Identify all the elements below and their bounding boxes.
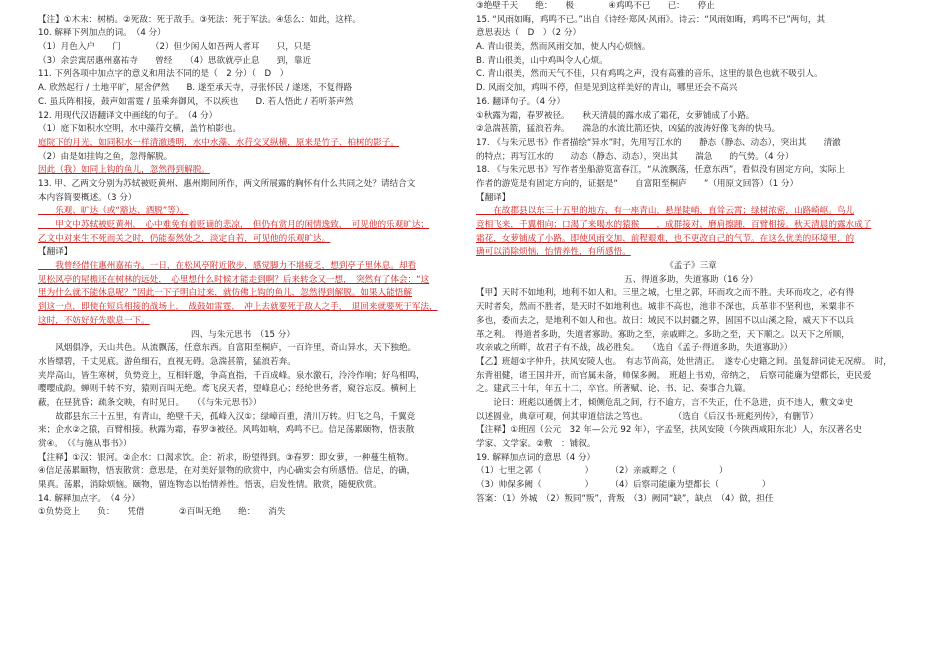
left-text-line: 来；企水②之猿，百臂相接。秋露为霜，春罗③被径。风鸣如响，鸡鸣不已。信足荡累颐物，悟衷散 (38, 425, 415, 436)
right-text-line: 意思表达（ D ）（2 分） (476, 28, 582, 39)
left-text-line: （1）庭下如积水空明，水中藻荇交横，盖竹柏影也。 (38, 124, 242, 135)
right-text-line: 攻亲戚之所畔，故君子有不战，战必胜矣。 （选自《孟子·得道多助，失道寡助》） (476, 343, 793, 354)
left-text-line (38, 0, 448, 14)
left-text-line: 甲文中苏轼被贬黄州， 心中难免有着贬谪的悲凉， 但仍有赏月的闲情逸致， 可见他的乐观旷达； (38, 220, 430, 230)
left-text-line: 10. 解释下列加点的词。 （4 分） (38, 28, 166, 39)
left-text-line: ①负势竞上 负： 凭借 ②百叫无绝 绝： 消失 (38, 507, 286, 518)
right-text-line: （1）七里之郭（ ） （2）亲戚畔之（ ） (476, 466, 728, 477)
right-text-line: 学家、文学家。②敷 ：铺叙。 (476, 439, 596, 449)
left-text-line: 14. 解释加点字。 （4 分） (38, 493, 140, 504)
left-text-line: 【注】①木末：树梢。②死敌：死于敌手。③死法：死于军法。④恁么：如此，这样。 (38, 14, 362, 25)
right-text-line: 多也，委而去之，是地利不如人和也。故曰：域民不以封疆之界，固国不以山溪之险，威天下不以兵 (476, 315, 855, 326)
left-text-line: 果真。荡累，消除烦恼。颐物，留连物态以怡情养性。悟衷，启发性情。散赏，随便欣赏。 (38, 480, 382, 491)
right-column (476, 0, 906, 506)
left-text-line: A. 欣然起行 / 土地平旷，屋舍俨然 B. 遂至承天寺，寻张怀民 / 遂迷，不复得路 (38, 83, 353, 94)
left-text-line: C. 虽兵阵相接，鼓声如雷霆 / 虽乘奔御风，不以疾也 D. 若人悟此 / 若听茶声然 (38, 96, 354, 107)
right-text-line: 答案：（1）外城 （2）叛同“叛”，背叛 （3）阙同“缺”，缺点 （4）做，担任 (476, 493, 774, 504)
left-text-line: 蔽，在昼犹昏；疏条交映，有时见日。 （《与朱元思书》） (38, 397, 262, 408)
left-text-line: 乐观、旷达（或“豁达、洒脱”等）。 (38, 206, 189, 217)
left-column (38, 0, 448, 520)
left-text-line: （1）月色入户 门 （2）但少闲人如吾两人者耳 只，只是 (38, 42, 312, 53)
left-text-line: 到这一点，即使在短兵相接的战场上， 战鼓如雷霆， 冲上去就要死于敌人之手， 退回来就要死于军法， (38, 302, 438, 313)
left-text-line: 这时，不妨好好先歇息一下。 (38, 315, 150, 326)
right-text-line: A. 青山很美，然而风雨交加，使人内心烦恼。 (476, 42, 651, 53)
right-text-line: 论曰：班彪以通儒上才，倾侧危乱之间，行不逾方，言不失正，仕不急进，贞不违人，敷文②史 (476, 397, 854, 408)
right-text-line: ②急湍甚箭，猛浪若奔。 湍急的水流比箭还快，凶猛的波涛好像飞奔的快马。 (476, 124, 781, 135)
right-text-line: 【注释】①班固（公元 32 年—公元 92 年），字孟坚，扶风安陵（今陕西咸阳东北）人，东汉著名史 (476, 425, 862, 436)
left-text-line: 夹岸高山，皆生寒树，负势竞上，互相轩邈，争高直指，千百成峰。泉水激石，泠泠作响；好鸟相鸣， (38, 370, 425, 381)
left-text-line: 13. 甲、乙两文分别为苏轼被贬黄州、惠州期间所作，两文所展露的胸怀有什么共同之处？请结合文 (38, 178, 416, 189)
left-text-line: 11. 下列各项中加点字的意义和用法不同的是（ 2 分）（ D ） (38, 69, 289, 80)
right-text-line: 18. 《与朱元思书》写作者坐船游览富春江，“从流飘荡，任意东西”，看似没有固定方向，实际上 (476, 165, 846, 176)
right-text-line: 【乙】班超①字仲升，扶风安陵人也。 有志节尚高，处世清正。 遂专心史籍之间。虽复辞词徒无况痹。 时， (476, 356, 892, 367)
left-text-line: 本内容简要概述。（3 分） (38, 192, 137, 203)
right-text-line: 17. 《与朱元思书》作者描绘“异水”时，先用写江水的 静态（静态、动态），突出其 清澈 (476, 137, 841, 148)
left-text-line: 【注释】①汉：银河。②企水：口渴求饮。企：祈求，盼望得到。③春罗：即女萝，一种蔓生植物。 (38, 452, 414, 463)
left-text-line: 四、与朱元思书 （15 分） (191, 329, 295, 340)
left-text-line: ④信足荡累颐物，悟衷散赏：意思是，在对美好景物的欣赏中，内心确实会有所感悟。信足，的确， (38, 466, 416, 477)
right-text-line: 在故郡县以东三十五里的地方，有一座青山，悬崖陡峭，直耸云霄；绿树浓密，山路崎岖。鸟儿 (476, 206, 855, 217)
right-text-line: 16. 翻译句子。（4 分） (476, 96, 566, 107)
left-text-line: 见松风亭的屋檐还在树林的远处， 心里想什么时候才能走到啊？后来转念又一想， 突然有了体会：“这 (38, 274, 430, 285)
right-text-line: 五、得道多助，失道寡助（16 分） (624, 274, 758, 285)
right-text-line: 《孟子》三章 (665, 261, 717, 272)
left-text-line: 赏④。 （《与施从事书》） (38, 439, 132, 449)
left-text-line: 风烟俱净，天山共色。从流飘荡，任意东西。自富阳至桐庐，一百许里，奇山异水，天下独绝。 (38, 343, 417, 354)
right-text-line: 以述圆业，典章可观，何其审道信法之笃也。 （选自《后汉书·班彪列传》，有删节） (476, 411, 819, 422)
left-text-line: 【翻译】 (38, 247, 73, 258)
left-text-line: 乙文中对来生不死而关之时，仍能泰然处之，淡定自若，可见他的乐观旷达。 (38, 233, 331, 244)
right-text-line: 确可以消除烦恼，怡情养性，有所感悟。 (476, 247, 631, 258)
right-text-line: B. 青山很美，山中鸡叫令人心烦。 (476, 55, 608, 66)
left-text-line: （2）由是如挂钩之鱼，忽得解脱。 (38, 151, 173, 162)
right-text-line: ③绝壁千天 绝： 极 ④鸡鸣不已 已： 停止 (476, 1, 715, 11)
right-text-line: 竞相飞来，千翼相向；口渴了来喝水的猿猴 ，成群接对，磨肩擦踵，百臂相接。秋天清晨的露水成了 (476, 220, 872, 230)
right-text-line: 15. “风雨如晦，鸡鸣不已。”出自《诗经·郑风·风雨》。诗云：“风雨如晦，鸡鸣不已”两句，其 (476, 14, 826, 25)
right-text-line: 19. 解释加点词的意思（4 分） (476, 452, 596, 463)
right-text-line: 【甲】天时不如地利，地利不如人和。三里之城，七里之郭，环而攻之而不胜。夫环而攻之，必有得 (476, 288, 855, 299)
left-text-line: （3）余尝寓居惠州嘉祐寺 曾经 （4）思欲就亭止息 到，靠近 (38, 55, 312, 66)
left-text-line: 12. 用现代汉语翻译文中画线的句子。 （4 分） (38, 110, 218, 121)
left-text-line: 故郡县东三十五里，有青山，绝壁千天，孤峰入汉①；绿嶂百重，清川万转。归飞之鸟，千翼竞 (38, 411, 416, 422)
right-text-line: 东背祖健，诸王国并开，而官属未备，帅保多阙。 班超上书劝，帝纳之， 后察司能廉为望都长，吏民爱 (476, 370, 872, 381)
right-text-line: 的特点；再写江水的 动态（静态、动态），突出其 湍急 的气势。（4 分） (476, 151, 794, 162)
left-text-line: 因此（我）如同上钩的鱼儿，忽然得到解脱。 (38, 165, 210, 176)
left-text-line: 水皆缥碧，千丈见底。游鱼细石，直视无碍。急湍甚箭，猛浪若奔。 (38, 356, 296, 367)
right-text-line: 天时者矣，然而不胜者，是天时不如地利也。城非不高也，池非不深也，兵革非不坚利也，米粟非不 (476, 302, 855, 313)
right-text-line: ①秋露为霜，春罗被径。 秋天清晨的露水成了霜花，女萝铺成了小路。 (476, 110, 755, 121)
left-text-line: 我曾经借住惠州嘉祐寺。一日，在松风亭附近散步，感觉脚力不堪疲乏，想到亭子里休息。却看 (38, 261, 417, 272)
right-text-line: C. 青山很美，然而天气不佳，只有鸡鸣之声，没有高雅的音乐，这里的景色也就不吸引人。 (476, 69, 823, 80)
right-text-line: 作者的游览是有固定方向的，证据是“ 自富阳至桐庐 ”（用原文回答）（1 分） (476, 178, 799, 189)
left-text-line: 嘤嘤成韵。蝉则千转不穷，猿则百叫无绝。鸢飞戾天者，望峰息心；经纶世务者，窥谷忘反。横柯上 (38, 384, 417, 395)
right-text-line: 【翻译】 (476, 192, 511, 203)
right-text-line: （3）帅保多阙（ ） （4）后察司能廉为望都长（ ） (476, 480, 771, 491)
right-text-line: 革之利。 得道者多助，失道者寡助。寡助之至，亲戚畔之。多助之至，天下顺之。以天下之所顺， (476, 329, 850, 340)
left-text-line: 里为什么就不能休息呢？”因此一下子明白过来，就仿佛上钩的鱼儿，忽然得到解脱。如果人能悟解 (38, 288, 412, 299)
right-text-line: D. 风雨交加，鸡叫不停，但是见到这样美好的青山，哪里还会不高兴 (476, 83, 738, 94)
left-text-line: 庭院下的月光，如同积水一样清澈透明，水中水藻、水荇交叉纵横，原来是竹子、柏树的影子。 (38, 137, 399, 148)
right-text-line: 霜花，女萝铺成了小路。即使风雨交加、前程艰难，也不更改自己的气节。在这么优美的环境里，的 (476, 233, 855, 244)
right-text-line: 之。建武三十年，年五十二，卒官。所著赋、论、书、记、奏事合九篇。 (476, 384, 752, 395)
